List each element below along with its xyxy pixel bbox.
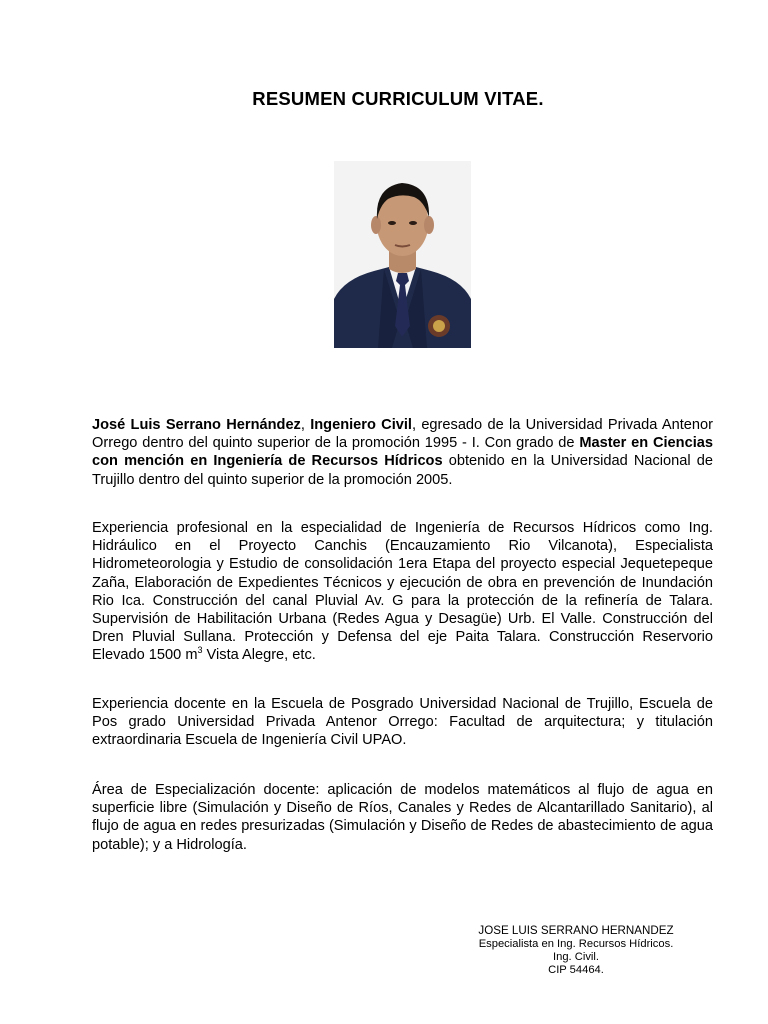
intro-text-1: , egresado de la Universidad Privada Antenor Orrego dentro del quinto superior de la promoción 1995 - I. Con grado de: [92, 417, 713, 452]
profession-text: Ingeniero Civil: [310, 417, 412, 433]
portrait-photo: [334, 161, 471, 348]
portrait-photo-icon: [334, 161, 471, 348]
intro-text-2: obtenido en la Universidad Nacional de Trujillo dentro del quinto superior de la promoción 2005.: [92, 453, 713, 488]
signature-specialty: Especialista en Ing. Recursos Hídricos.: [478, 938, 674, 950]
document-title: RESUMEN CURRICULUM VITAE.: [252, 88, 544, 109]
professional-experience-tail: Vista Alegre, etc.: [202, 647, 316, 664]
intro-paragraph: [92, 416, 713, 489]
teaching-experience-paragraph: Experiencia docente en la Escuela de Posgrado Universidad Nacional de Trujillo, Escuela de Pos grado Universidad Privada Antenor Orrego: Facultad de arquitectura; y titulación extraordinaria Escuela de Ingeniería Civil UPAO.: [92, 696, 713, 749]
signature-name: JOSE LUIS SERRANO HERNANDEZ: [478, 924, 674, 937]
professional-experience-text: Experiencia profesional en la especialidad de Ingeniería de Recursos Hídricos como Ing. Hidráulico en el Proyecto Canchis (Encauzamiento Rio Vilcanota), Especialista Hidrometeorologia y Estudio de consolidación 1era Etapa del proyecto especial Jequetepeque Zaña, Elaboración de Expedientes Técnicos y ejecución de obra en prevención de Inundación Rio Ica. Construcción del canal Pluvial Av. G para la protección de la refinería de Talara. Supervisión de Habilitación Urbana (Redes Agua y Desagüe) Urb. El Valle. Construcción del Dren Pluvial Sullana. Protección y Defensa del eje Paita Talara. Construcción Reservorio Elevado 1500 m: [92, 520, 713, 664]
degree-text: Master en Ciencias con mención en Ingeniería de Recursos Hídricos: [92, 435, 713, 470]
professional-experience-paragraph: [92, 519, 713, 665]
specialization-paragraph: Área de Especialización docente: aplicación de modelos matemáticos al flujo de agua en superficie libre (Simulación y Diseño de Ríos, Canales y Redes de Alcantarillado Sanitario), al flujo de agua en redes presurizadas (Simulación y Diseño de Redes de abastecimiento de agua potable); y a Hidrología.: [92, 782, 713, 853]
separator-text: ,: [300, 417, 311, 433]
signature-cip: CIP 54464.: [548, 964, 604, 976]
signature-title: Ing. Civil.: [552, 951, 599, 963]
superscript-3: 3: [197, 645, 203, 656]
person-name: José Luis Serrano Hernández: [92, 417, 301, 433]
